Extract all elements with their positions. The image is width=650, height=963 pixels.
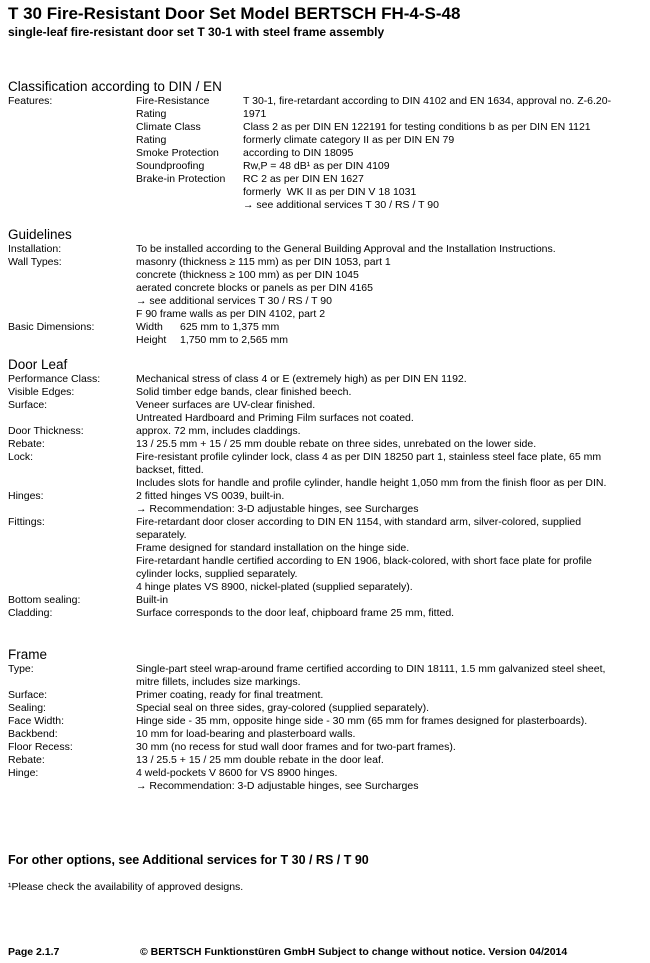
spec-value: cylinder locks, supplied separately. [136, 568, 298, 580]
section-heading: Frame [8, 647, 48, 662]
spec-label: Visible Edges: [8, 386, 75, 398]
spec-value: 1971 [243, 108, 267, 120]
spec-label: Hinge: [8, 767, 39, 779]
spec-value: Surface corresponds to the door leaf, chipboard frame 25 mm, fitted. [136, 607, 455, 619]
spec-value: → see additional services T 30 / RS / T 90 [136, 295, 332, 307]
spec-value: Includes slots for handle and profile cylinder, handle height 1,050 mm from the finish floor as per DIN. [136, 477, 607, 489]
spec-label [8, 186, 136, 199]
section-heading: Classification according to DIN / EN [8, 79, 222, 94]
spec-value: T 30-1, fire-retardant according to DIN 4102 and EN 1634, approval no. Z-6.20- [243, 95, 612, 107]
spec-value: 10 mm for load-bearing and plasterboard walls. [136, 728, 356, 740]
spec-row [8, 516, 642, 529]
section-guidelines [8, 227, 642, 347]
spec-row [8, 581, 642, 594]
spec-value: according to DIN 18095 [243, 147, 354, 159]
spec-label: Wall Types: [8, 256, 62, 268]
spec-sublabel: Brake-in Protection [136, 173, 226, 185]
spec-value: Fire-retardant door closer according to DIN EN 1154, with standard arm, silver-colored, supplied [136, 516, 582, 528]
spec-label: Performance Class: [8, 373, 101, 385]
spec-row [8, 663, 642, 676]
spec-value: 1,750 mm to 2,565 mm [180, 334, 288, 346]
spec-row [8, 269, 642, 282]
spec-row [8, 425, 642, 438]
spec-sublabel: Smoke Protection [136, 147, 219, 159]
spec-value: Fire-retardant handle certified according to EN 1906, black-colored, with short face plate for profile [136, 555, 592, 567]
spec-row [8, 386, 642, 399]
spec-label [8, 269, 136, 282]
spec-label: Basic Dimensions: [8, 321, 95, 333]
section-classification-according-to-din-en [8, 79, 642, 212]
spec-value: 2 fitted hinges VS 0039, built-in. [136, 490, 285, 502]
spec-row [8, 780, 642, 793]
spec-row [8, 741, 642, 754]
spec-label [8, 134, 136, 147]
spec-value: F 90 frame walls as per DIN 4102, part 2 [136, 308, 326, 320]
footnote: ¹Please check the availability of approved designs. [8, 881, 244, 893]
document-subtitle: single-leaf fire-resistant door set T 30-1 with steel frame assembly [8, 25, 385, 39]
spec-row [8, 134, 642, 147]
spec-value: masonry (thickness ≥ 115 mm) as per DIN 1053, part 1 [136, 256, 391, 268]
spec-label [8, 542, 136, 555]
spec-label [8, 581, 136, 594]
spec-row [8, 373, 642, 386]
spec-label [8, 477, 136, 490]
spec-label [8, 555, 136, 568]
spec-sublabel: Width [136, 321, 163, 333]
spec-label: Door Thickness: [8, 425, 84, 437]
spec-value: Veneer surfaces are UV-clear finished. [136, 399, 316, 411]
spec-value: Special seal on three sides, gray-colored (supplied separately). [136, 702, 429, 714]
spec-label [8, 464, 136, 477]
spec-row [8, 676, 642, 689]
spec-row [8, 555, 642, 568]
section-heading: Door Leaf [8, 357, 68, 372]
sections [8, 79, 642, 793]
spec-value: Frame designed for standard installation on the hinge side. [136, 542, 410, 554]
footer-copyright: © BERTSCH Funktionstüren GmbH Subject to change without notice. Version 04/2014 [140, 946, 568, 958]
spec-label [8, 108, 136, 121]
spec-sublabel [136, 199, 243, 212]
spec-value: Rw,P = 48 dB¹ as per DIN 4109 [243, 160, 390, 172]
spec-row [8, 282, 642, 295]
spec-row [8, 308, 642, 321]
spec-value: formerly WK II as per DIN V 18 1031 [243, 186, 417, 198]
spec-label: Backbend: [8, 728, 58, 740]
spec-value: Class 2 as per DIN EN 122191 for testing conditions b as per DIN EN 1121 [243, 121, 591, 133]
spec-value: Mechanical stress of class 4 or E (extremely high) as per DIN EN 1192. [136, 373, 467, 385]
spec-row [8, 503, 642, 516]
spec-label: Sealing: [8, 702, 46, 714]
spec-row [8, 702, 642, 715]
spec-row [8, 754, 642, 767]
spec-label: Hinges: [8, 490, 44, 502]
spec-value: Built-in [136, 594, 169, 606]
spec-row [8, 295, 642, 308]
spec-label [8, 147, 136, 160]
spec-value: → see additional services T 30 / RS / T 90 [243, 199, 439, 211]
spec-sublabel: Rating [136, 108, 167, 120]
spec-value: 13 / 25.5 mm + 15 / 25 mm double rebate on three sides, unrebated on the lower side. [136, 438, 537, 450]
spec-sublabel: Rating [136, 134, 167, 146]
spec-value: separately. [136, 529, 187, 541]
spec-row [8, 529, 642, 542]
spec-row [8, 568, 642, 581]
spec-label [8, 199, 136, 212]
spec-label: Floor Recess: [8, 741, 73, 753]
spec-row [8, 728, 642, 741]
spec-value: Hinge side - 35 mm, opposite hinge side - 30 mm (65 mm for frames designed for plasterboards). [136, 715, 588, 727]
spec-value: 4 hinge plates VS 8900, nickel-plated (supplied separately). [136, 581, 413, 593]
page-footer [8, 946, 642, 959]
spec-value: 4 weld-pockets V 8600 for VS 8900 hinges. [136, 767, 338, 779]
spec-value: 625 mm to 1,375 mm [180, 321, 280, 333]
document-title: T 30 Fire-Resistant Door Set Model BERTSCH FH-4-S-48 [8, 4, 461, 23]
spec-label [8, 676, 136, 689]
spec-value: approx. 72 mm, includes claddings. [136, 425, 301, 437]
spec-label [8, 173, 136, 186]
spec-label: Type: [8, 663, 34, 675]
spec-value: Single-part steel wrap-around frame certified according to DIN 18111, 1.5 mm galvanized steel sheet, [136, 663, 606, 675]
spec-sublabel: Height [136, 334, 167, 346]
spec-row [8, 412, 642, 425]
spec-label [8, 160, 136, 173]
footer-page-number: Page 2.1.7 [8, 946, 60, 958]
spec-row [8, 490, 642, 503]
spec-value: concrete (thickness ≥ 100 mm) as per DIN 1045 [136, 269, 359, 281]
spec-label: Face Width: [8, 715, 65, 727]
spec-label [8, 503, 136, 516]
spec-row [8, 108, 642, 121]
spec-label [8, 568, 136, 581]
spec-label: Cladding: [8, 607, 53, 619]
spec-label: Bottom sealing: [8, 594, 81, 606]
spec-sublabel: Soundproofing [136, 160, 205, 172]
spec-row [8, 689, 642, 702]
spec-value: 30 mm (no recess for stud wall door frames and for two-part frames). [136, 741, 456, 753]
spec-value: Fire-resistant profile cylinder lock, class 4 as per DIN 18250 part 1, stainless steel face plate, 65 mm [136, 451, 602, 463]
spec-label [8, 412, 136, 425]
spec-row [8, 186, 642, 199]
section-heading: Guidelines [8, 227, 72, 242]
spec-value: 13 / 25.5 + 15 / 25 mm double rebate in the door leaf. [136, 754, 384, 766]
spec-row [8, 147, 642, 160]
spec-row [8, 173, 642, 186]
spec-label: Lock: [8, 451, 34, 463]
spec-label: Surface: [8, 689, 48, 701]
spec-row [8, 334, 642, 347]
spec-label [8, 121, 136, 134]
spec-value: → Recommendation: 3-D adjustable hinges, see Surcharges [136, 503, 419, 515]
spec-value: Untreated Hardboard and Priming Film surfaces not coated. [136, 412, 414, 424]
spec-value: aerated concrete blocks or panels as per DIN 4165 [136, 282, 373, 294]
spec-row [8, 464, 642, 477]
spec-row [8, 607, 642, 620]
spec-label [8, 780, 136, 793]
spec-row [8, 477, 642, 490]
spec-row [8, 95, 642, 108]
spec-label [8, 529, 136, 542]
spec-row [8, 594, 642, 607]
spec-row [8, 715, 642, 728]
spec-sublabel [136, 186, 243, 199]
spec-row [8, 451, 642, 464]
spec-sublabel: Fire-Resistance [136, 95, 210, 107]
spec-row [8, 767, 642, 780]
spec-label: Features: [8, 95, 53, 107]
spec-label [8, 295, 136, 308]
spec-value: Primer coating, ready for final treatment. [136, 689, 324, 701]
spec-value: Solid timber edge bands, clear finished beech. [136, 386, 352, 398]
spec-row [8, 542, 642, 555]
spec-value: RC 2 as per DIN EN 1627 [243, 173, 364, 185]
spec-sublabel: Climate Class [136, 121, 201, 133]
spec-value: → Recommendation: 3-D adjustable hinges, see Surcharges [136, 780, 419, 792]
section-door-leaf [8, 357, 642, 620]
spec-value: mitre fillets, includes size markings. [136, 676, 301, 688]
spec-label [8, 308, 136, 321]
spec-value: backset, fitted. [136, 464, 204, 476]
spec-row [8, 321, 642, 334]
spec-row [8, 160, 642, 173]
spec-label: Fittings: [8, 516, 45, 528]
spec-row [8, 399, 642, 412]
spec-label: Rebate: [8, 438, 45, 450]
spec-label: Surface: [8, 399, 48, 411]
spec-row [8, 243, 642, 256]
options-note: For other options, see Additional services for T 30 / RS / T 90 [8, 853, 369, 867]
spec-row [8, 256, 642, 269]
spec-row [8, 438, 642, 451]
spec-value: formerly climate category II as per DIN EN 79 [243, 134, 455, 146]
spec-label: Installation: [8, 243, 62, 255]
section-frame [8, 647, 642, 793]
spec-label [8, 334, 136, 347]
spec-row [8, 121, 642, 134]
spec-label [8, 282, 136, 295]
spec-label: Rebate: [8, 754, 45, 766]
spec-row [8, 199, 642, 212]
spec-value: To be installed according to the General Building Approval and the Installation Instructions. [136, 243, 556, 255]
